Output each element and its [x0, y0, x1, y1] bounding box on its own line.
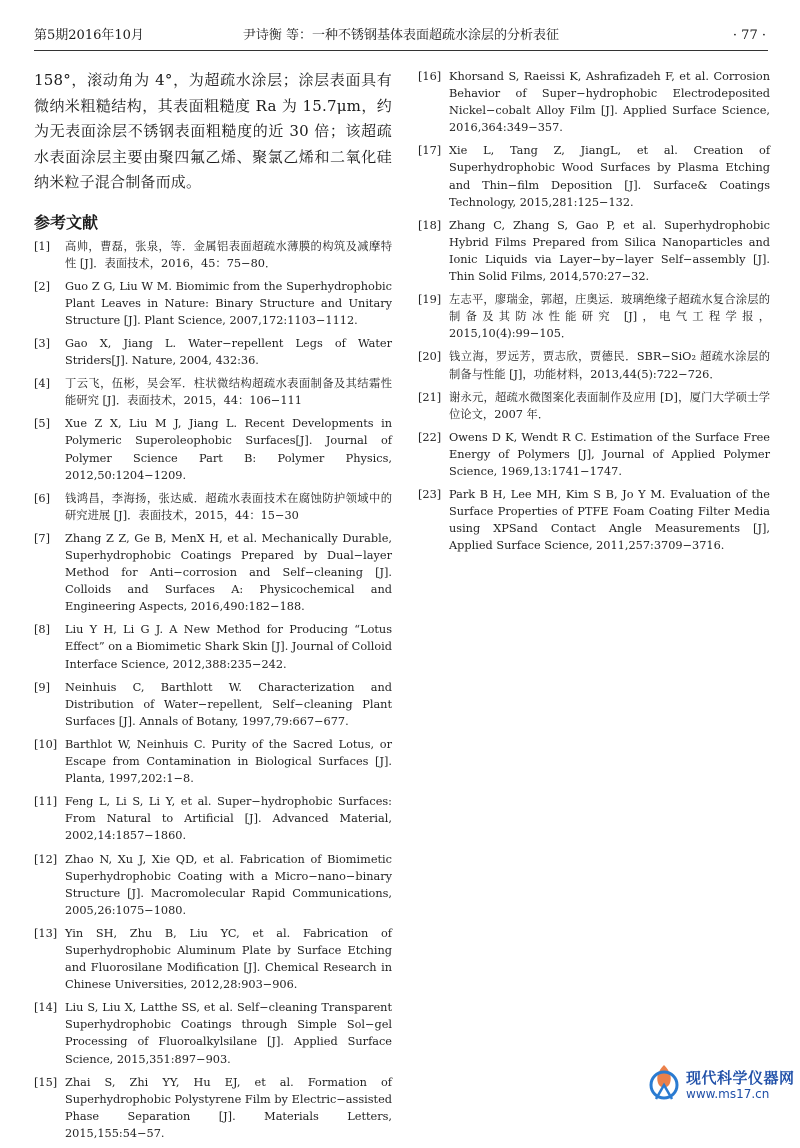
reference-text: Owens D K, Wendt R C. Estimation of the Surface Free Energy of Polymers [J], Journal of Applied Polymer Science, 1969,13:1741−1747.	[449, 430, 770, 478]
reference-text: Liu S, Liu X, Latthe SS, et al. Self−cleaning Transparent Superhydrophobic Coatings through Simple Sol−gel Processing of Fluoroalkylsilane [J]. Applied Surface Science, 2015,351:897−903.	[65, 1001, 392, 1066]
watermark-url: www.ms17.cn	[686, 1087, 770, 1101]
page-number: · 77 ·	[732, 28, 766, 43]
left-column	[34, 68, 392, 1148]
reference-item	[418, 68, 770, 136]
reference-number: [12]	[34, 852, 58, 866]
reference-item	[34, 679, 392, 730]
reference-item	[34, 793, 392, 844]
reference-number: [18]	[418, 218, 442, 232]
reference-item	[34, 278, 392, 329]
reference-item	[34, 490, 392, 524]
reference-text: Zhai S, Zhi YY, Hu EJ, et al. Formation of Superhydrophobic Polystyrene Film by Electric−assisted Phase Separation [J]. Materials Letters, 2015,155:54−57.	[65, 1075, 392, 1140]
reference-item	[34, 621, 392, 672]
reference-item	[418, 217, 770, 285]
reference-text: Guo Z G, Liu W M. Biomimic from the Superhydrophobic Plant Leaves in Nature: Binary Structure and Unitary Structure [J]. Plant Science, 2007,172:1103−1112.	[65, 279, 392, 327]
reference-text: Gao X, Jiang L. Water−repellent Legs of Water Striders[J]. Nature, 2004, 432:36.	[65, 336, 392, 368]
references-heading: 参考文献	[34, 212, 99, 232]
reference-item	[418, 348, 770, 382]
reference-item	[34, 375, 392, 409]
reference-list-left	[34, 238, 392, 1143]
issue-label: 第5期2016年10月	[34, 28, 144, 43]
reference-list-right	[418, 68, 770, 554]
reference-text: 高帅，曹磊，张泉，等．金属铝表面超疏水薄膜的构筑及减摩特性 [J]．表面技术，2016，45：75−80．	[65, 239, 392, 270]
running-title: 尹诗衡 等：一种不锈钢基体表面超疏水涂层的分析表征	[242, 28, 560, 43]
reference-number: [1]	[34, 239, 51, 253]
reference-item	[418, 142, 770, 210]
reference-number: [11]	[34, 795, 58, 809]
reference-number: [17]	[418, 144, 442, 158]
reference-number: [21]	[418, 390, 442, 404]
reference-number: [14]	[34, 1001, 58, 1015]
reference-text: Neinhuis C, Barthlott W. Characterization and Distribution of Water−repellent, Self−cleaning Plant Surfaces [J]. Annals of Botany, 1997,79:667−677.	[65, 680, 392, 728]
reference-text: Barthlot W, Neinhuis C. Purity of the Sacred Lotus, or Escape from Contamination in Biological Surfaces [J]. Planta, 1997,202:1−8.	[65, 737, 392, 786]
reference-number: [5]	[34, 417, 51, 431]
reference-item	[34, 999, 392, 1067]
reference-item	[34, 530, 392, 615]
reference-text: Zhao N, Xu J, Xie QD, et al. Fabrication of Biomimetic Superhydrophobic Coating with a Micro−nano−binary Structure [J]. Macromolecular Rapid Communications, 2005,26:1075−1080.	[65, 852, 392, 917]
reference-item	[34, 238, 392, 272]
reference-number: [3]	[34, 336, 51, 350]
reference-number: [22]	[418, 430, 442, 444]
reference-item	[34, 925, 392, 993]
right-column	[418, 68, 770, 560]
reference-text: Xie L, Tang Z, JiangL, et al. Creation of Superhydrophobic Wood Surfaces by Plasma Etching and Thin−film Deposition [J]. Surface& Coatings Technology, 2015,281:125−132.	[449, 144, 770, 209]
reference-text: Feng L, Li S, Li Y, et al. Super−hydrophobic Surfaces: From Natural to Artificial [J]. Advanced Material, 2002,14:1857−1860.	[65, 795, 392, 843]
reference-text: Khorsand S, Raeissi K, Ashrafizadeh F, et al. Corrosion Behavior of Super−hydrophobic Electrodeposited Nickel−cobalt Alloy Film [J]. Applied Surface Science, 2016,364:349−357.	[449, 70, 770, 135]
conclusion-paragraph: 158°，滚动角为 4°，为超疏水涂层；涂层表面具有微纳米粗糙结构，其表面粗糙度 Ra 为 15.7μm，约为无表面涂层不锈钢表面粗糙度的近 30 倍；该超疏水表面涂层主要由聚四氟乙烯、聚氯乙烯和二氧化硅纳米粒子混合制备而成。	[34, 71, 392, 191]
reference-number: [10]	[34, 737, 58, 751]
reference-text: 丁云飞，伍彬，吴会军．柱状微结构超疏水表面制备及其结霜性能研究 [J]．表面技术，2015，44：106−111	[65, 377, 392, 408]
reference-text: Xue Z X, Liu M J, Jiang L. Recent Developments in Polymeric Superoleophobic Surfaces[J]. Journal of Polymer Science Part B: Polymer Physics, 2012,50:1204−1209.	[65, 417, 392, 482]
reference-item	[418, 486, 770, 554]
watermark-logo-icon	[644, 1061, 684, 1103]
reference-text: Zhang Z Z, Ge B, MenX H, et al. Mechanically Durable, Superhydrophobic Coatings Prepared by Dual−layer Method for Anti−corrosion and Self−cleaning [J]. Colloids and Surfaces A: Physicochemical and Engineering Aspects, 2016,490:182−188.	[65, 531, 392, 614]
reference-item	[34, 335, 392, 369]
reference-number: [19]	[418, 293, 442, 307]
reference-text: 钱立海，罗远芳，贾志欣，贾德民．SBR−SiO₂ 超疏水涂层的制备与性能 [J]，功能材料，2013,44(5):722−726．	[449, 350, 770, 381]
reference-number: [20]	[418, 350, 442, 364]
reference-text: Liu Y H, Li G J. A New Method for Producing “Lotus Effect” on a Biomimetic Shark Skin [J]. Journal of Colloid Interface Science, 2012,388:235−242.	[65, 623, 392, 671]
reference-item	[34, 415, 392, 483]
reference-number: [7]	[34, 531, 51, 545]
reference-number: [2]	[34, 279, 51, 293]
reference-text: 谢永元，超疏水微图案化表面制作及应用 [D]，厦门大学硕士学位论文，2007 年．	[449, 390, 770, 421]
reference-number: [8]	[34, 623, 51, 637]
reference-item	[418, 429, 770, 480]
reference-number: [15]	[34, 1075, 58, 1089]
reference-number: [13]	[34, 926, 58, 940]
reference-text: Park B H, Lee MH, Kim S B, Jo Y M. Evaluation of the Surface Properties of PTFE Foam Coating Filter Media using XPSand Contact Angle Measurements [J], Applied Surface Science, 2011,257:3709−3716.	[449, 488, 770, 553]
reference-item	[418, 389, 770, 423]
reference-text: Yin SH, Zhu B, Liu YC, et al. Fabrication of Superhydrophobic Aluminum Plate by Surface Etching and Fluorosilane Modification [J]. Chemical Research in Chinese Universities, 2012,28:903−906.	[65, 926, 392, 992]
running-header	[34, 26, 768, 51]
reference-number: [4]	[34, 377, 51, 391]
reference-text: 左志平，廖瑞金，郭超，庄奥运．玻璃绝缘子超疏水复合涂层的制备及其防冰性能研究 [J]，电气工程学报，2015,10(4):99−105．	[449, 293, 770, 341]
reference-number: [16]	[418, 70, 442, 83]
watermark-name: 现代科学仪器网	[686, 1069, 795, 1087]
reference-number: [23]	[418, 488, 442, 502]
reference-item	[34, 851, 392, 919]
reference-item	[418, 291, 770, 342]
reference-item	[34, 1074, 392, 1142]
watermark	[644, 1061, 794, 1105]
reference-number: [6]	[34, 491, 51, 505]
reference-number: [9]	[34, 680, 51, 694]
reference-item	[34, 736, 392, 787]
reference-text: 钱鸿昌，李海扬，张达威．超疏水表面技术在腐蚀防护领域中的研究进展 [J]．表面技术，2015，44：15−30	[65, 491, 392, 522]
reference-text: Zhang C, Zhang S, Gao P, et al. Superhydrophobic Hybrid Films Prepared from Silica Nanoparticles and Ionic Liquids via Layer−by−layer Self−assembly [J]. Thin Solid Films, 2014,570:27−32.	[449, 218, 770, 284]
